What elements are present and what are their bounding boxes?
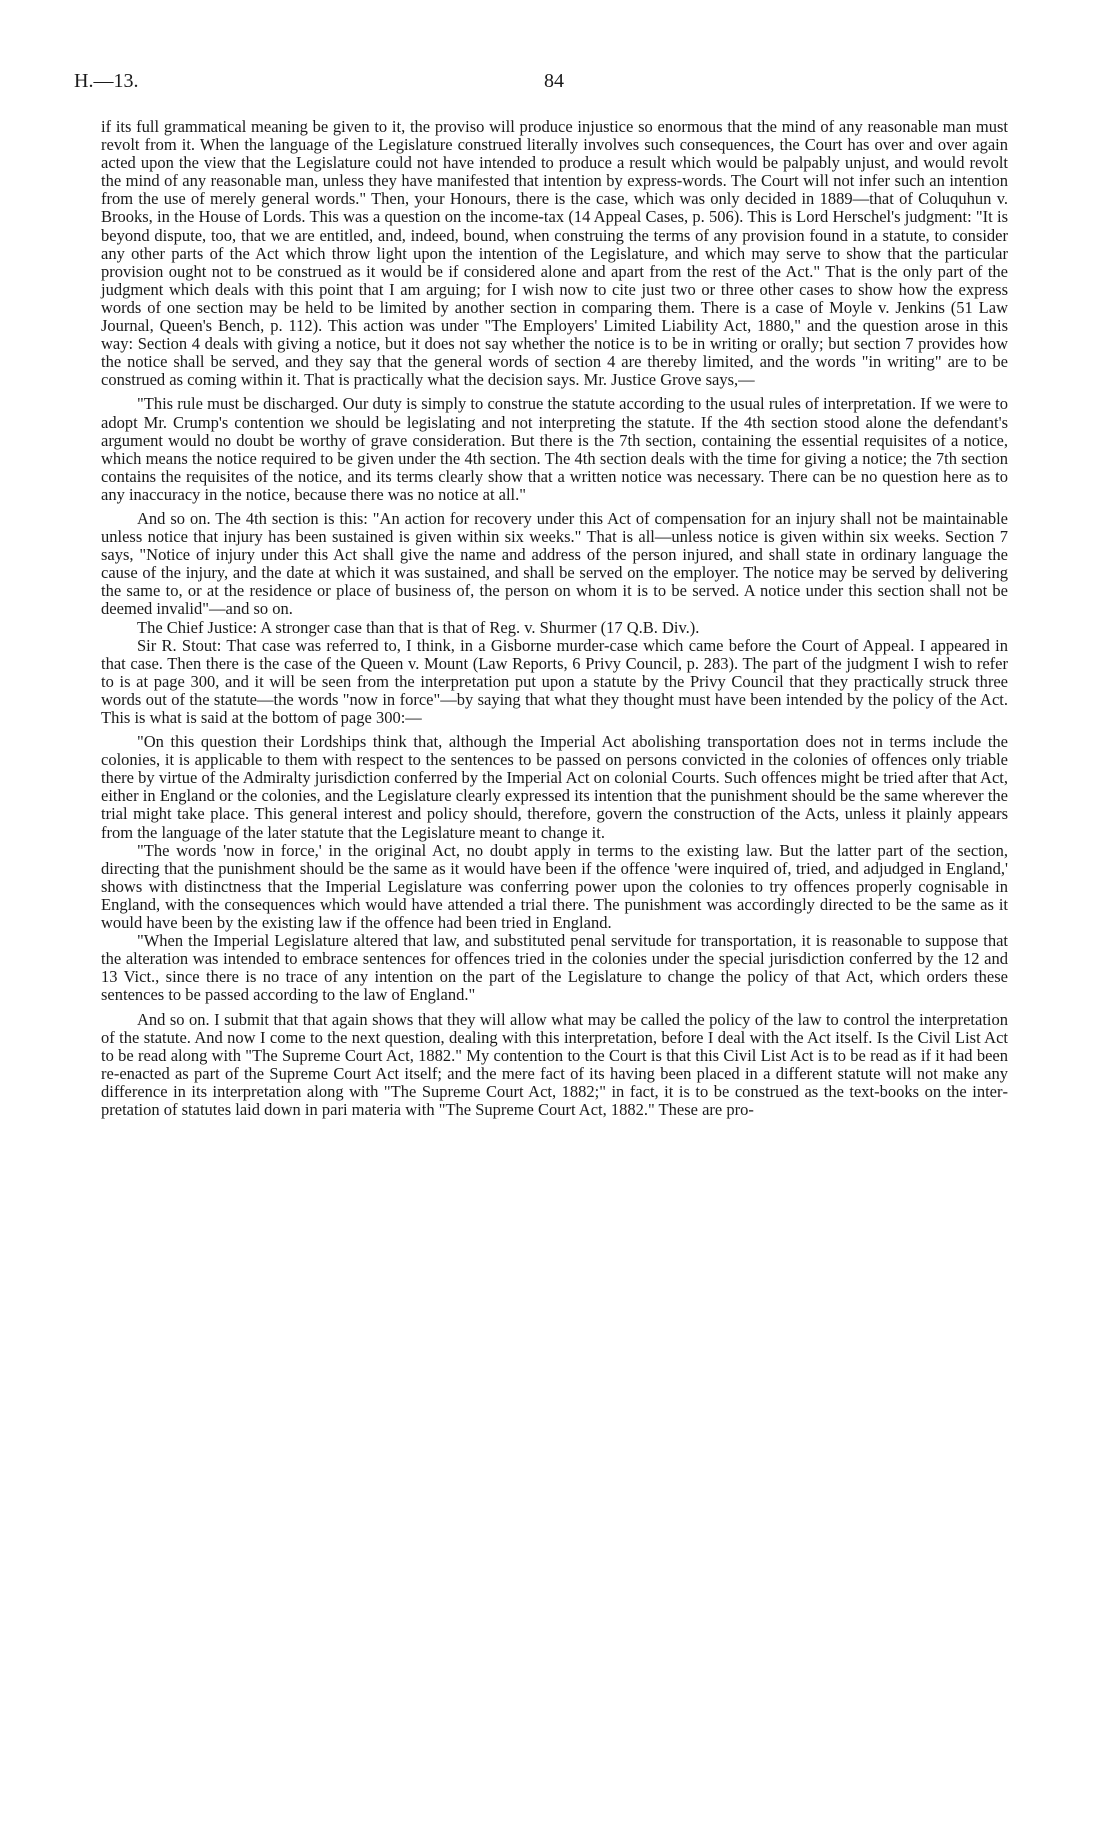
document-reference: H.—13.: [74, 70, 139, 92]
quotation-paragraph: "This rule must be discharged. Our duty is simply to construe the statute according to the usual rules of interpretation. If we were to adopt Mr. Crump's contention we should be legislating and not interpreting the statute. If the 4th section stood alone the defendant's argument would no doubt be worthy of grave consideration. But there is the 7th section, containing the essential requisites of a notice, which means the notice required to be given under the 4th section. The 4th section deals with the time for giving a notice; the 7th section contains the requisites of the notice, and its terms clearly show that a written notice was necessary. There can be no question here as to any inaccuracy in the notice, because there was no notice at all.": [101, 394, 1008, 504]
quotation-paragraph: "When the Imperial Legislature altered that law, and substituted penal servitude for transportation, it is reasonable to suppose that the alteration was intended to embrace sentences for offences tried in the colonies under the special jurisdiction conferred by the 12 and 13 Vict., since there is no trace of any intention on the part of the Legislature to change the policy of that Act, which orders these sentences to be passed according to the law of England.": [101, 931, 1008, 1005]
page-header: [74, 70, 1008, 96]
page-number: 84: [544, 70, 564, 92]
quotation-paragraph: "On this question their Lordships think that, although the Imperial Act abolishing transportation does not in terms include the colonies, it is applicable to them with respect to the sentences to be passed on persons convicted in the colonies of offences only triable there by virtue of the Admiralty jurisdiction conferred by the Imperial Act on colonial Courts. Such offences might be tried after that Act, either in England or the colonies, and the Legislature clearly expressed its intention that the punishment should be the same wherever the trial might take place. This general interest and policy should, therefore, govern the construction of the Acts, unless it plainly appears from the language of the later statute that the Legislature meant to change it.: [101, 732, 1008, 842]
quotation-paragraph: "The words 'now in force,' in the original Act, no doubt apply in terms to the existing law. But the latter part of the section, directing that the punishment should be the same as it would have been if the offence 'were inquired of, tried, and adjudged in England,' shows with distinctness that the Imperial Legislature was conferring power upon the colonies to try offences properly cognisable in England, with the consequences which would have attended a trial there. The punishment was accordingly directed to be the same as it would have been by the existing law if the offence had been tried in England.: [101, 840, 1008, 933]
paragraph: And so on. The 4th section is this: "An action for recovery under this Act of compensation for an injury shall not be maintainable unless notice that injury has been sustained is given within six weeks." That is all—unless notice is given within six weeks. Section 7 says, "Notice of injury under this Act shall give the name and address of the person injured, and shall state in ordinary language the cause of the injury, and the date at which it was sustained, and shall be served on the employer. The notice may be served by delivering the same to, or at the residence or place of business of, the person on whom it is to be served. A notice under this section shall not be deemed invalid"—and so on.: [101, 508, 1008, 619]
speaker-paragraph: Sir R. Stout: That case was referred to, I think, in a Gisborne murder-case which came before the Court of Appeal. I appeared in that case. Then there is the case of the Queen v. Mount (Law Reports, 6 Privy Council, p. 283). The part of the judgment I wish to refer to is at page 300, and it will be seen from the interpretation put upon a statute by the Privy Council that they practically struck three words out of the statute—the words "now in force"—by saying that what they thought must have been intended by the policy of the Act. This is what is said at the bottom of page 300:—: [101, 635, 1008, 727]
paragraph: And so on. I submit that that again shows that they will allow what may be called the policy of the law to control the interpretation of the statute. And now I come to the next question, dealing with this interpretation, before I deal with the Act itself. Is the Civil List Act to be read along with "The Supreme Court Act, 1882." My contention to the Court is that this Civil List Act is to be read as if it had been re-enacted as part of the Supreme Court Act itself; and the mere fact of its having been placed in a different statute will not make any difference in its interpretation along with "The Supreme Court Act, 1882;" in fact, it is to be construed as the text-books on the interpretation of statutes laid down in pari materia with "The Supreme Court Act, 1882." These are pro-: [101, 1009, 1008, 1119]
document-body: [101, 118, 1008, 1119]
speaker-paragraph: The Chief Justice: A stronger case than that is that of Reg. v. Shurmer (17 Q.B. Div.).: [137, 617, 700, 637]
paragraph: if its full grammatical meaning be given to it, the proviso will produce injustice so enormous that the mind of any reasonable man must revolt from it. When the language of the Legislature construed literally involves such consequences, the Court has over and over again acted upon the view that the Legislature could not have intended to produce a result which would be palpably unjust, and would revolt the mind of any reasonable man, unless they have manifested that intention by express-words. The Court will not infer such an intention from the use of merely general words." Then, your Honours, there is the case, which was only decided in 1889—that of Coluquhun v. Brooks, in the House of Lords. This was a question on the income-tax (14 Appeal Cases, p. 506). This is Lord Herschel's judgment: "It is beyond dispute, too, that we are entitled, and, indeed, bound, when construing the terms of any provision found in a statute, to consider any other parts of the Act which throw light upon the intention of the Legislature, and which may serve to show that the particular provision ought not to be construed as it would be if considered alone and apart from the rest of the Act." That is the only part of the judgment which deals with this point that I am arguing; for I wish now to cite just two or three other cases to show how the express words of one section may be held to be limited by another section in comparing them. There is a case of Moyle v. Jenkins (51 Law Journal, Queen's Bench, p. 112). This action was under "The Employers' Limited Liability Act, 1880," and the question arose in this way: Section 4 deals with giving a notice, but it does not say whether the notice is to be in writing or orally; but section 7 provides how the notice shall be served, and they say that the general words of section 4 are thereby limited, and the words "in writing" are to be construed as coming within it. That is practically what the decision says. Mr. Justice Grove says,—: [101, 117, 1008, 390]
